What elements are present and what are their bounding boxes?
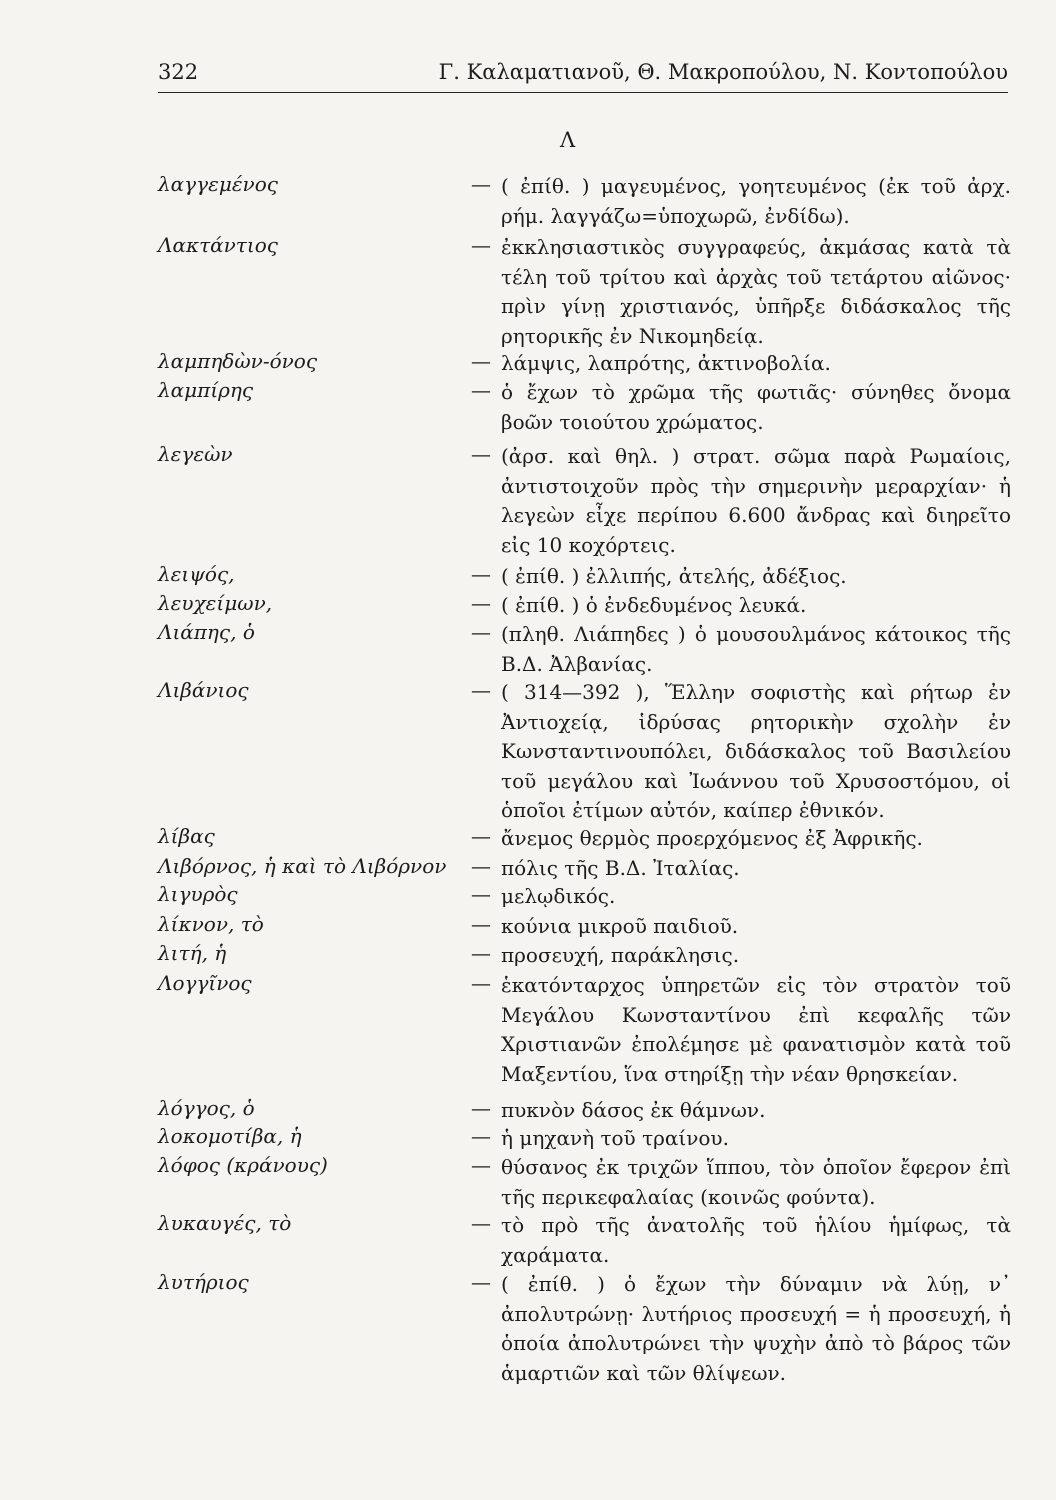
- entry-dash: —: [471, 854, 491, 878]
- entry-dash: —: [471, 1211, 491, 1235]
- entry-definition: ( ἐπίθ. ) ὁ ἔχων τὴν δύναμιν νὰ λύῃ, ν᾿ ἀπολυτρώνῃ· λυτήριος προσευχή = ἡ προσευχή, ἡ ὁποία ἀπολυτρώνει τὴν ψυχὴν ἀπὸ τὸ βάρος τῶν ἁμαρτιῶν καὶ τῶν θλίψεων.: [501, 1272, 1011, 1385]
- entry-dash: —: [471, 971, 491, 995]
- entry-term: λαγγεμένος: [158, 172, 278, 196]
- entry-definition: ( ἐπίθ. ) μαγευμένος, γοητευμένος (ἐκ τοῦ ἀρχ. ρήμ. λαγγάζω=ὑποχωρῶ, ἐνδίδω).: [501, 174, 1011, 228]
- entry-dash: —: [471, 912, 491, 936]
- entry-definition: ἡ μηχανὴ τοῦ τραίνου.: [501, 1126, 729, 1150]
- entry-dash: —: [471, 1124, 491, 1148]
- entry-term: Λογγῖνος: [158, 971, 252, 995]
- entry-term: λυκαυγές, τὸ: [158, 1211, 292, 1235]
- entry-term: λυτήριος: [158, 1270, 249, 1294]
- entry-definition: λάμψις, λαπρότης, ἀκτινοβολία.: [501, 351, 831, 375]
- entry-dash: —: [471, 824, 491, 848]
- entry-dash: —: [471, 233, 491, 257]
- entry-definition: ἐκκλησιαστικὸς συγγραφεύς, ἀκμάσας κατὰ τὰ τέλη τοῦ τρίτου καὶ ἀρχὰς τοῦ τετάρτου αἰῶνος· πρὶν γίνῃ χριστιανός, ὑπῆρξε διδάσκαλος τῆς ρητορικῆς ἐν Νικομηδείᾳ.: [501, 235, 1011, 348]
- entry-dash: —: [471, 378, 491, 402]
- page-header: [158, 56, 1008, 93]
- entry-term: λίκνον, τὸ: [158, 912, 264, 936]
- entry-dash: —: [471, 678, 491, 702]
- entry-term: λειψός,: [158, 562, 235, 586]
- entry-definition: (ἀρσ. καὶ θηλ. ) στρατ. σῶμα παρὰ Ρωμαίοις, ἀντιστοιχοῦν πρὸς τὴν σημερινὴν μεραρχίαν· ἡ λεγεὼν εἶχε περίπου 6.600 ἄνδρας καὶ διηρεῖτο εἰς 10 κοχόρτεις.: [501, 444, 1011, 557]
- entry-term: λόφος (κράνους): [158, 1153, 328, 1177]
- entry-definition: πόλις τῆς Β.Δ. Ἰταλίας.: [501, 856, 740, 880]
- entry-definition: τὸ πρὸ τῆς ἀνατολῆς τοῦ ἡλίου ἡμίφως, τὰ χαράματα.: [501, 1213, 1011, 1267]
- entry-term: λοκομοτίβα, ἡ: [158, 1124, 302, 1148]
- entry-term: λαμπίρης: [158, 378, 254, 402]
- entry-term: λευχείμων,: [158, 591, 273, 615]
- entry-term: λεγεὼν: [158, 442, 233, 466]
- entry-term: λιτή, ἡ: [158, 941, 227, 965]
- entry-definition: ( 314—392 ), Ἕλλην σοφιστὴς καὶ ρήτωρ ἐν Ἀντιοχείᾳ, ἱδρύσας ρητορικὴν σχολὴν ἐν Κωνσταντινουπόλει, διδάσκαλος τοῦ Βασιλείου τοῦ μεγάλου καὶ Ἰωάννου τοῦ Χρυσοστόμου, οἱ ὁποῖοι ἐτίμων αὐτόν, καίπερ ἐθνικόν.: [501, 680, 1011, 822]
- entry-term: Λιβόρνος, ἡ καὶ τὸ Λιβόρνον: [158, 854, 447, 878]
- entry-term: λιγυρὸς: [158, 882, 238, 906]
- entry-definition: μελῳδικός.: [501, 884, 616, 908]
- entry-dash: —: [471, 442, 491, 466]
- entry-term: λίβας: [158, 824, 215, 848]
- entry-dash: —: [471, 349, 491, 373]
- entry-definition: (πληθ. Λιάπηδες ) ὁ μουσουλμάνος κάτοικος τῆς Β.Δ. Ἀλβανίας.: [501, 622, 1011, 676]
- entry-dash: —: [471, 562, 491, 586]
- entry-dash: —: [471, 1270, 491, 1294]
- entry-definition: κούνια μικροῦ παιδιοῦ.: [501, 914, 739, 938]
- entry-definition: ἄνεμος θερμὸς προερχόμενος ἐξ Ἀφρικῆς.: [501, 826, 923, 850]
- entry-dash: —: [471, 882, 491, 906]
- entry-dash: —: [471, 591, 491, 615]
- entry-dash: —: [471, 620, 491, 644]
- entry-definition: ( ἐπίθ. ) ὁ ἐνδεδυμένος λευκά.: [501, 593, 807, 617]
- entry-definition: ( ἐπίθ. ) ἐλλιπής, ἀτελής, ἀδέξιος.: [501, 564, 847, 588]
- entry-definition: ὁ ἔχων τὸ χρῶμα τῆς φωτιᾶς· σύνηθες ὄνομα βοῶν τοιούτου χρώματος.: [501, 380, 1011, 434]
- entry-definition: προσευχή, παράκλησις.: [501, 943, 740, 967]
- running-head: Γ. Καλαματιανοῦ, Θ. Μακροπούλου, Ν. Κοντοπούλου: [438, 60, 1008, 84]
- entry-definition: πυκνὸν δάσος ἐκ θάμνων.: [501, 1098, 766, 1122]
- entry-dash: —: [471, 1153, 491, 1177]
- section-letter: Λ: [560, 128, 576, 152]
- entry-term: λόγγος, ὁ: [158, 1096, 255, 1120]
- entry-term: λαμπηδὼν-όνος: [158, 349, 318, 373]
- entry-dash: —: [471, 1096, 491, 1120]
- entry-term: Λιάπης, ὁ: [158, 620, 255, 644]
- entry-definition: ἑκατόνταρχος ὑπηρετῶν εἰς τὸν στρατὸν τοῦ Μεγάλου Κωνσταντίνου ἐπὶ κεφαλῆς τῶν Χριστιανῶν ἐπολέμησε μὲ φανατισμὸν κατὰ τοῦ Μαξεντίου, ἵνα στηρίξῃ τὴν νέαν θρησκείαν.: [501, 973, 1011, 1086]
- entry-dash: —: [471, 172, 491, 196]
- page-number: 322: [158, 60, 199, 84]
- entry-term: Λιβάνιος: [158, 678, 249, 702]
- entry-term: Λακτάντιος: [158, 233, 278, 257]
- entry-definition: θύσανος ἐκ τριχῶν ἵππου, τὸν ὁποῖον ἔφερον ἐπὶ τῆς περικεφαλαίας (κοινῶς φούντα).: [501, 1155, 1011, 1209]
- entry-dash: —: [471, 941, 491, 965]
